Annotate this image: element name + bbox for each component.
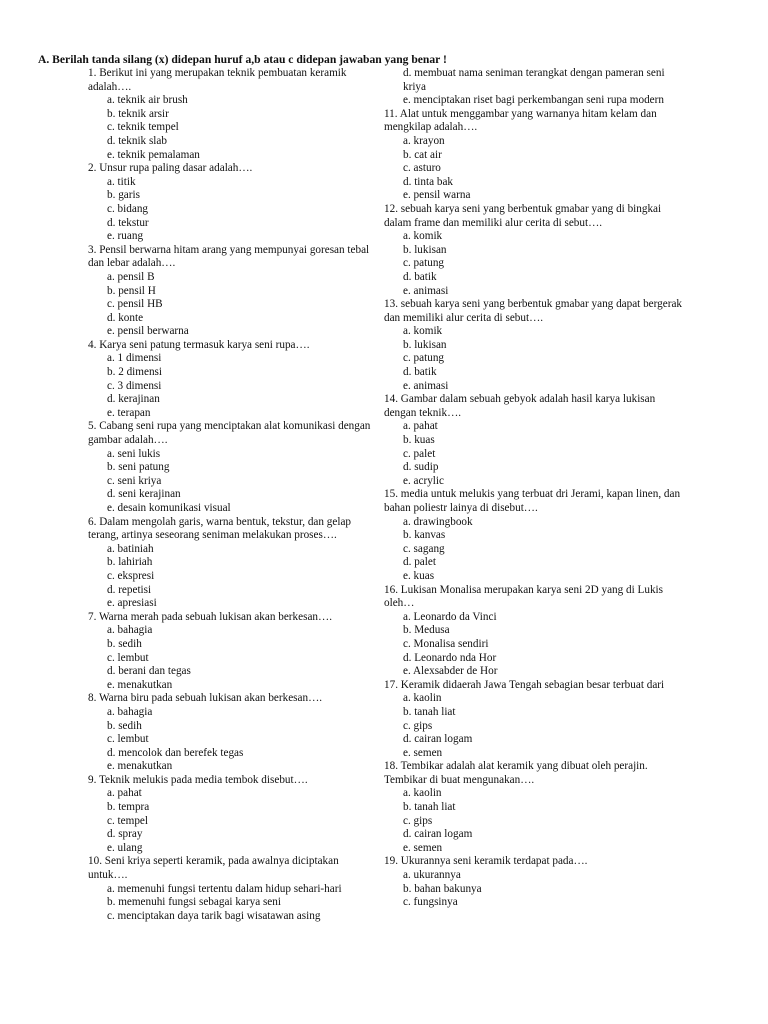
answer-option[interactable]: e. semen — [403, 841, 443, 854]
answer-option[interactable]: a. komik — [403, 230, 443, 243]
question-text: 12. sebuah karya seni yang berbentuk gmabar yang di bingkai dalam frame dan memiliki alur cerita di sebut…. — [384, 202, 662, 229]
answer-option[interactable]: a. kaolin — [403, 787, 442, 800]
question-block — [88, 162, 372, 244]
answer-option[interactable]: c. ekspresi — [107, 569, 155, 582]
answer-option[interactable]: e. pensil warna — [403, 189, 471, 202]
answer-options — [88, 448, 372, 516]
answer-option[interactable]: e. Alexsabder de Hor — [403, 665, 498, 678]
answer-options — [384, 325, 684, 393]
answer-option[interactable]: c. gips — [403, 814, 433, 827]
answer-options — [384, 230, 684, 298]
answer-option[interactable]: c. tempel — [107, 814, 149, 827]
answer-option[interactable]: a. teknik air brush — [107, 94, 188, 107]
answer-option[interactable]: b. tanah liat — [403, 705, 456, 718]
answer-option[interactable]: e. ruang — [107, 230, 144, 243]
question-text: 19. Ukurannya seni keramik terdapat pada…. — [384, 855, 588, 868]
answer-option[interactable]: c. sagang — [403, 542, 445, 555]
answer-option[interactable]: c. asturo — [403, 162, 441, 175]
answer-option[interactable]: a. pahat — [403, 420, 438, 433]
answer-option[interactable]: c. teknik tempel — [107, 121, 179, 134]
answer-option[interactable]: e. desain komunikasi visual — [107, 502, 231, 514]
answer-options — [88, 271, 372, 339]
answer-option[interactable]: e. kuas — [403, 569, 435, 582]
answer-option[interactable]: e. menakutkan — [107, 760, 173, 773]
answer-option[interactable]: d. spray — [107, 828, 143, 841]
answer-option[interactable]: e. apresiasi — [107, 597, 157, 610]
answer-option[interactable]: c. patung — [403, 257, 445, 270]
question-block — [88, 516, 372, 611]
question-text: 2. Unsur rupa paling dasar adalah…. — [88, 162, 253, 175]
question-block — [88, 611, 372, 693]
answer-option[interactable]: d. kerajinan — [107, 393, 160, 406]
answer-option[interactable]: b. lukisan — [403, 338, 447, 351]
question-text: 14. Gambar dalam sebuah gebyok adalah hasil karya lukisan dengan teknik…. — [384, 393, 656, 419]
question-text: 5. Cabang seni rupa yang menciptakan alat komunikasi dengan gambar adalah…. — [88, 420, 371, 447]
answer-option[interactable]: b. lahiriah — [107, 556, 153, 569]
answer-option[interactable]: d. cairan logam — [403, 828, 473, 841]
answer-option[interactable]: b. kanvas — [403, 529, 446, 542]
question-text: 8. Warna biru pada sebuah lukisan akan berkesan…. — [88, 692, 323, 705]
question-block — [384, 393, 684, 488]
answer-option[interactable]: e. animasi — [403, 284, 449, 297]
answer-option[interactable]: a. bahagia — [107, 705, 153, 718]
answer-option[interactable]: a. komik — [403, 325, 443, 338]
answer-option[interactable]: c. pensil HB — [107, 298, 163, 311]
answer-option[interactable]: b. garis — [107, 189, 140, 202]
answer-options — [88, 883, 372, 924]
answer-option[interactable]: e. menakutkan — [107, 678, 173, 691]
answer-option[interactable]: b. tempra — [107, 801, 150, 814]
answer-option[interactable]: a. batiniah — [107, 542, 154, 555]
question-block — [384, 679, 684, 761]
answer-option[interactable]: a. Leonardo da Vinci — [403, 610, 497, 623]
answer-option[interactable]: d. membuat nama seniman terangkat dengan pameran seni kriya — [403, 67, 665, 93]
answer-option[interactable]: a. kaolin — [403, 692, 442, 705]
answer-option[interactable]: a. pensil B — [107, 270, 155, 283]
answer-option[interactable]: e. animasi — [403, 379, 449, 392]
question-text: 7. Warna merah pada sebuah lukisan akan berkesan…. — [88, 610, 332, 623]
answer-options — [384, 692, 684, 760]
question-block — [88, 692, 372, 774]
question-text: 13. sebuah karya seni yang berbentuk gmabar yang dapat bergerak dan memiliki alur cerita di sebut…. — [384, 298, 683, 324]
answer-options — [88, 94, 372, 162]
question-block — [384, 488, 684, 583]
answer-option[interactable]: a. seni lukis — [107, 447, 161, 460]
answer-option[interactable]: c. lembut — [107, 733, 149, 746]
answer-option[interactable]: b. memenuhi fungsi sebagai karya seni — [107, 896, 281, 909]
answer-option[interactable]: c. seni kriya — [107, 474, 162, 487]
question-text: 3. Pensil berwarna hitam arang yang mempunyai goresan tebal dan lebar adalah…. — [88, 243, 370, 270]
answer-option[interactable]: d. repetisi — [107, 583, 152, 596]
answer-option[interactable]: c. menciptakan daya tarik bagi wisatawan asing — [107, 909, 321, 922]
answer-option[interactable]: d. batik — [403, 270, 437, 283]
answer-option[interactable]: b. sedih — [107, 637, 142, 650]
answer-option[interactable]: e. teknik pemalaman — [107, 148, 200, 161]
question-text: 1. Berikut ini yang merupakan teknik pembuatan keramik adalah…. — [88, 67, 347, 93]
question-block — [88, 855, 372, 923]
question-block — [384, 584, 684, 679]
question-block — [88, 67, 372, 162]
answer-options — [88, 787, 372, 855]
answer-option[interactable]: e. pensil berwarna — [107, 325, 189, 338]
answer-option[interactable]: b. bahan bakunya — [403, 882, 482, 895]
question-10-continued — [384, 67, 684, 108]
answer-options — [384, 869, 684, 910]
answer-option[interactable]: e. semen — [403, 746, 443, 759]
answer-options — [384, 611, 684, 679]
answer-options — [384, 787, 684, 855]
answer-options — [384, 420, 684, 488]
answer-option[interactable]: b. kuas — [403, 434, 435, 447]
answer-option[interactable]: c. bidang — [107, 202, 149, 215]
answer-options — [88, 543, 372, 611]
question-text: 6. Dalam mengolah garis, warna bentuk, tekstur, dan gelap terang, artinya seseorang seniman melakukan proses…. — [88, 515, 351, 542]
answer-option[interactable]: d. palet — [403, 556, 436, 569]
answer-option[interactable]: b. tanah liat — [403, 801, 456, 814]
answer-option[interactable]: c. Monalisa sendiri — [403, 637, 489, 650]
question-block — [88, 339, 372, 421]
right-column — [384, 67, 684, 910]
question-text: 15. media untuk melukis yang terbuat dri Jerami, kapan linen, dan bahan poliestr lainya di disebut…. — [384, 488, 681, 514]
question-text: 18. Tembikar adalah alat keramik yang dibuat oleh perajin. Tembikar di buat mengunakan…. — [384, 760, 648, 786]
answer-option[interactable]: b. teknik arsir — [107, 107, 169, 120]
question-block — [384, 298, 684, 393]
answer-option[interactable]: b. cat air — [403, 148, 442, 161]
answer-option[interactable]: a. drawingbook — [403, 515, 473, 528]
answer-option[interactable]: b. sedih — [107, 719, 142, 732]
answer-options — [384, 516, 684, 584]
question-block — [384, 855, 684, 909]
answer-option[interactable]: a. pahat — [107, 787, 142, 800]
left-column — [88, 67, 372, 923]
answer-options — [88, 352, 372, 420]
question-text: 11. Alat untuk menggambar yang warnanya hitam kelam dan mengkilap adalah…. — [384, 107, 657, 134]
answer-option[interactable]: c. 3 dimensi — [107, 379, 162, 392]
answer-option[interactable]: a. memenuhi fungsi tertentu dalam hidup sehari-hari — [107, 882, 342, 895]
answer-option[interactable]: c. gips — [403, 719, 433, 732]
answer-option[interactable]: d. batik — [403, 366, 437, 379]
answer-option[interactable]: b. seni patung — [107, 461, 170, 474]
answer-option[interactable]: b. pensil H — [107, 284, 156, 297]
answer-option[interactable]: a. krayon — [403, 134, 445, 147]
question-block — [384, 108, 684, 203]
question-text: 17. Keramik didaerah Jawa Tengah sebagian besar terbuat dari — [384, 678, 665, 691]
answer-option[interactable]: e. acrylic — [403, 474, 444, 487]
question-block — [88, 420, 372, 515]
answer-option[interactable]: d. cairan logam — [403, 733, 473, 746]
answer-option[interactable]: a. bahagia — [107, 624, 153, 637]
answer-option[interactable]: a. ukurannya — [403, 869, 461, 882]
answer-option[interactable]: d. teknik slab — [107, 134, 167, 147]
answer-options — [88, 706, 372, 774]
answer-option[interactable]: b. 2 dimensi — [107, 366, 163, 379]
answer-option[interactable]: d. sudip — [403, 461, 439, 474]
answer-option[interactable]: d. Leonardo nda Hor — [403, 651, 497, 664]
answer-options — [384, 135, 684, 203]
answer-option[interactable]: c. palet — [403, 447, 436, 460]
answer-option[interactable]: d. tinta bak — [403, 175, 454, 188]
answer-options — [88, 624, 372, 692]
answer-option[interactable]: c. lembut — [107, 651, 149, 664]
question-block — [384, 203, 684, 298]
answer-option[interactable]: d. mencolok dan berefek tegas — [107, 746, 244, 759]
answer-option[interactable]: d. seni kerajinan — [107, 488, 181, 501]
answer-option[interactable]: e. terapan — [107, 406, 151, 419]
answer-option[interactable]: b. lukisan — [403, 243, 447, 256]
question-text: 4. Karya seni patung termasuk karya seni rupa…. — [88, 338, 310, 351]
page-heading: A. Berilah tanda silang (x) didepan huruf a,b atau c didepan jawaban yang benar ! — [38, 53, 447, 66]
question-text: 10. Seni kriya seperti keramik, pada awalnya diciptakan untuk…. — [88, 855, 339, 882]
answer-option[interactable]: d. tekstur — [107, 216, 149, 229]
answer-option[interactable]: e. ulang — [107, 841, 143, 854]
answer-option[interactable]: c. fungsinya — [403, 896, 458, 909]
answer-option[interactable]: d. konte — [107, 311, 144, 324]
answer-option[interactable]: c. patung — [403, 352, 445, 365]
question-text: 9. Teknik melukis pada media tembok disebut…. — [88, 773, 308, 786]
question-text: 16. Lukisan Monalisa merupakan karya seni 2D yang di Lukis oleh… — [384, 583, 664, 610]
answer-option[interactable]: a. titik — [107, 175, 136, 188]
question-block — [88, 244, 372, 339]
answer-option[interactable]: a. 1 dimensi — [107, 352, 162, 365]
answer-option[interactable]: d. berani dan tegas — [107, 665, 191, 678]
answer-option[interactable]: e. menciptakan riset bagi perkembangan seni rupa modern — [403, 94, 664, 107]
answer-option[interactable]: b. Medusa — [403, 624, 450, 637]
answer-options — [88, 176, 372, 244]
question-block — [384, 760, 684, 855]
question-block — [88, 774, 372, 856]
